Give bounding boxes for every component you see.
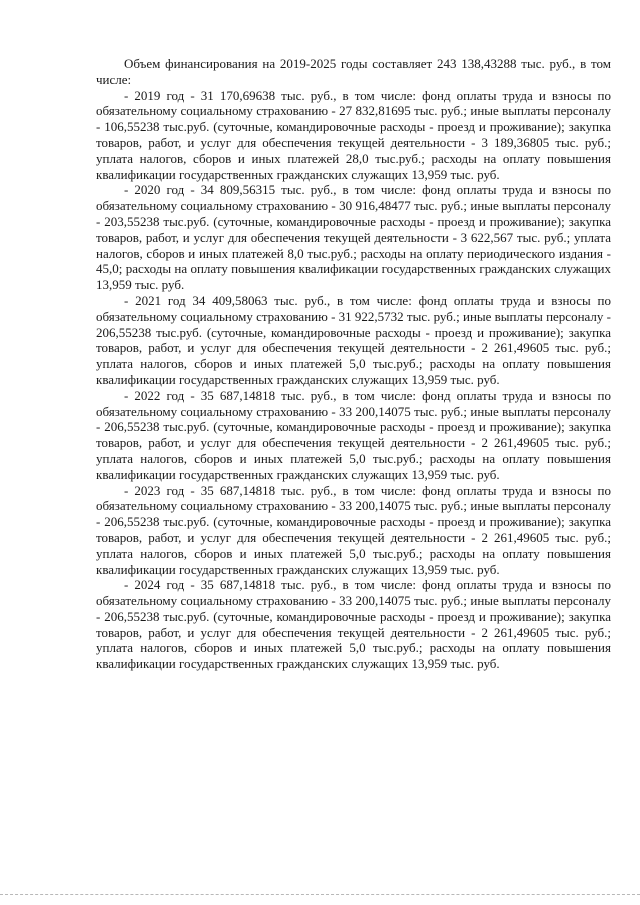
financing-2020-paragraph: - 2020 год - 34 809,56315 тыс. руб., в том числе: фонд оплаты труда и взносы по обязательному социальному страхованию - 30 916,48477 тыс. руб.; иные выплаты персоналу - 203,55238 тыс.руб. (суточные, командировочные расходы - проезд и проживание); закупка товаров, работ, и услуг для обеспечения текущей деятельности - 3 622,567 тыс. руб.; уплата налогов, сборов и иных платежей 8,0 тыс.руб.; расходы на оплату периодического издания - 45,0; расходы на оплату повышения квалификации государственных гражданских служащих 13,959 тыс. руб. <box>96 182 611 293</box>
financing-2019-paragraph: - 2019 год - 31 170,69638 тыс. руб., в том числе: фонд оплаты труда и взносы по обязательному социальному страхованию - 27 832,81695 тыс. руб.; иные выплаты персоналу - 106,55238 тыс.руб. (суточные, командировочные расходы - проезд и проживание); закупка товаров, работ, и услуг для обеспечения текущей деятельности - 3 189,36805 тыс. руб.; уплата налогов, сборов и иных платежей 28,0 тыс.руб.; расходы на оплату повышения квалификации государственных гражданских служащих 13,959 тыс. руб. <box>96 87 611 182</box>
financing-2024-paragraph: - 2024 год - 35 687,14818 тыс. руб., в том числе: фонд оплаты труда и взносы по обязательному социальному страхованию - 33 200,14075 тыс. руб.; иные выплаты персоналу - 206,55238 тыс.руб. (суточные, командировочные расходы - проезд и проживание); закупка товаров, работ, и услуг для обеспечения текущей деятельности - 2 261,49605 тыс. руб.; уплата налогов, сборов и иных платежей 5,0 тыс.руб.; расходы на оплату повышения квалификации государственных гражданских служащих 13,959 тыс. руб. <box>96 577 611 672</box>
document-body <box>96 56 611 672</box>
financing-2021-paragraph: - 2021 год 34 409,58063 тыс. руб., в том числе: фонд оплаты труда и взносы по обязательному социальному страхованию - 31 922,5732 тыс. руб.; иные выплаты персоналу - 206,55238 тыс.руб. (суточные, командировочные расходы - проезд и проживание); закупка товаров, работ, и услуг для обеспечения текущей деятельности - 2 261,49605 тыс. руб.; уплата налогов, сборов и иных платежей 5,0 тыс.руб.; расходы на оплату повышения квалификации государственных гражданских служащих 13,959 тыс. руб. <box>96 292 611 387</box>
financing-intro-paragraph: Объем финансирования на 2019-2025 годы составляет 243 138,43288 тыс. руб., в том числе: <box>96 56 611 87</box>
scan-edge-line <box>0 894 640 895</box>
financing-2022-paragraph: - 2022 год - 35 687,14818 тыс. руб., в том числе: фонд оплаты труда и взносы по обязательному социальному страхованию - 33 200,14075 тыс. руб.; иные выплаты персоналу - 206,55238 тыс.руб. (суточные, командировочные расходы - проезд и проживание); закупка товаров, работ, и услуг для обеспечения текущей деятельности - 2 261,49605 тыс. руб.; уплата налогов, сборов и иных платежей 5,0 тыс.руб.; расходы на оплату повышения квалификации государственных гражданских служащих 13,959 тыс. руб. <box>96 387 611 482</box>
financing-2023-paragraph: - 2023 год - 35 687,14818 тыс. руб., в том числе: фонд оплаты труда и взносы по обязательному социальному страхованию - 33 200,14075 тыс. руб.; иные выплаты персоналу - 206,55238 тыс.руб. (суточные, командировочные расходы - проезд и проживание); закупка товаров, работ, и услуг для обеспечения текущей деятельности - 2 261,49605 тыс. руб.; уплата налогов, сборов и иных платежей 5,0 тыс.руб.; расходы на оплату повышения квалификации государственных гражданских служащих 13,959 тыс. руб. <box>96 482 611 577</box>
